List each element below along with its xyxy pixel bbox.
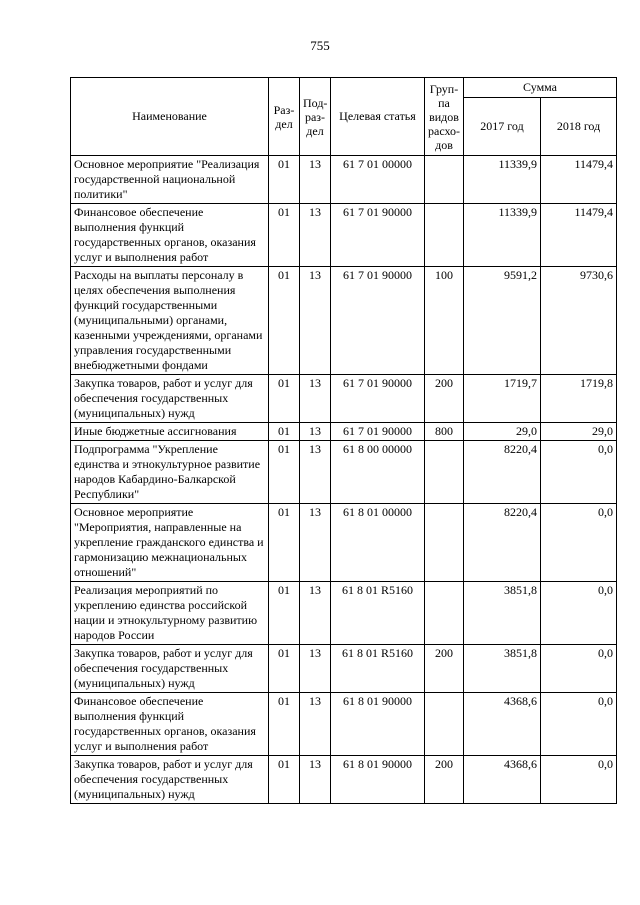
- row-amount-2017: 8220,4: [464, 504, 541, 582]
- table-row: [71, 204, 617, 267]
- row-expense-group: [425, 693, 464, 756]
- page-number: 755: [310, 38, 330, 53]
- row-name: Закупка товаров, работ и услуг для обеспечения государственных (муниципальных) нужд: [71, 645, 269, 693]
- table-row: [71, 756, 617, 804]
- row-name: Иные бюджетные ассигнования: [71, 423, 269, 441]
- row-subsection: 13: [300, 582, 331, 645]
- row-target-article: 61 7 01 90000: [331, 423, 425, 441]
- row-name: Финансовое обеспечение выполнения функций государственных органов, оказания услуг и выполнения работ: [71, 693, 269, 756]
- row-target-article: 61 7 01 00000: [331, 156, 425, 204]
- row-section: 01: [269, 375, 300, 423]
- row-section: 01: [269, 267, 300, 375]
- row-target-article: 61 8 01 R5160: [331, 645, 425, 693]
- row-amount-2017: 3851,8: [464, 582, 541, 645]
- row-amount-2018: 0,0: [541, 504, 617, 582]
- header-name: Наименование: [71, 78, 269, 156]
- row-section: 01: [269, 645, 300, 693]
- row-amount-2017: 4368,6: [464, 693, 541, 756]
- row-amount-2017: 1719,7: [464, 375, 541, 423]
- row-name: Финансовое обеспечение выполнения функций государственных органов, оказания услуг и выполнения работ: [71, 204, 269, 267]
- table-row: [71, 156, 617, 204]
- row-expense-group: [425, 441, 464, 504]
- row-section: 01: [269, 204, 300, 267]
- row-expense-group: [425, 204, 464, 267]
- row-section: 01: [269, 504, 300, 582]
- row-amount-2017: 8220,4: [464, 441, 541, 504]
- row-subsection: 13: [300, 423, 331, 441]
- row-amount-2018: 11479,4: [541, 204, 617, 267]
- row-amount-2018: 9730,6: [541, 267, 617, 375]
- row-target-article: 61 8 01 R5160: [331, 582, 425, 645]
- budget-table: [70, 77, 617, 804]
- row-target-article: 61 7 01 90000: [331, 267, 425, 375]
- row-target-article: 61 8 01 90000: [331, 693, 425, 756]
- row-expense-group: 200: [425, 756, 464, 804]
- row-amount-2018: 11479,4: [541, 156, 617, 204]
- row-amount-2018: 1719,8: [541, 375, 617, 423]
- header-section: Раз-дел: [269, 78, 300, 156]
- table-row: [71, 423, 617, 441]
- row-subsection: 13: [300, 645, 331, 693]
- row-expense-group: 200: [425, 375, 464, 423]
- row-expense-group: [425, 156, 464, 204]
- table-row: [71, 375, 617, 423]
- row-target-article: 61 7 01 90000: [331, 204, 425, 267]
- row-amount-2017: 11339,9: [464, 204, 541, 267]
- table-row: [71, 693, 617, 756]
- header-subsection: Под-раз-дел: [300, 78, 331, 156]
- row-amount-2017: 29,0: [464, 423, 541, 441]
- row-target-article: 61 8 01 90000: [331, 756, 425, 804]
- row-name: Расходы на выплаты персоналу в целях обеспечения выполнения функций государственными (муниципальными) органами, казенными учреждениями, органами управления государственными внебюджетными фондами: [71, 267, 269, 375]
- row-amount-2018: 29,0: [541, 423, 617, 441]
- row-section: 01: [269, 756, 300, 804]
- row-section: 01: [269, 693, 300, 756]
- header-target-article: Целевая статья: [331, 78, 425, 156]
- row-target-article: 61 8 00 00000: [331, 441, 425, 504]
- row-subsection: 13: [300, 267, 331, 375]
- row-target-article: 61 7 01 90000: [331, 375, 425, 423]
- row-subsection: 13: [300, 441, 331, 504]
- row-amount-2017: 3851,8: [464, 645, 541, 693]
- row-name: Подпрограмма "Укрепление единства и этнокультурное развитие народов Кабардино-Балкарской Республики": [71, 441, 269, 504]
- row-amount-2017: 9591,2: [464, 267, 541, 375]
- row-name: Закупка товаров, работ и услуг для обеспечения государственных (муниципальных) нужд: [71, 375, 269, 423]
- row-section: 01: [269, 582, 300, 645]
- row-section: 01: [269, 156, 300, 204]
- row-name: Реализация мероприятий по укреплению единства российской нации и этнокультурному развитию народов России: [71, 582, 269, 645]
- table-row: [71, 504, 617, 582]
- row-subsection: 13: [300, 375, 331, 423]
- table-row: [71, 582, 617, 645]
- row-amount-2018: 0,0: [541, 441, 617, 504]
- row-subsection: 13: [300, 756, 331, 804]
- table-row: [71, 441, 617, 504]
- header-sum: Сумма: [464, 78, 617, 98]
- row-amount-2018: 0,0: [541, 645, 617, 693]
- row-expense-group: 100: [425, 267, 464, 375]
- row-subsection: 13: [300, 504, 331, 582]
- header-year-2018: 2018 год: [541, 98, 617, 156]
- row-amount-2018: 0,0: [541, 756, 617, 804]
- row-subsection: 13: [300, 156, 331, 204]
- header-year-2017: 2017 год: [464, 98, 541, 156]
- row-expense-group: 200: [425, 645, 464, 693]
- row-amount-2017: 11339,9: [464, 156, 541, 204]
- table-row: [71, 645, 617, 693]
- row-amount-2018: 0,0: [541, 582, 617, 645]
- row-name: Основное мероприятие "Мероприятия, направленные на укрепление гражданского единства и гармонизацию межнациональных отношений": [71, 504, 269, 582]
- row-expense-group: [425, 582, 464, 645]
- row-expense-group: 800: [425, 423, 464, 441]
- header-expense-group: Груп-па видов расхо-дов: [425, 78, 464, 156]
- row-name: Закупка товаров, работ и услуг для обеспечения государственных (муниципальных) нужд: [71, 756, 269, 804]
- row-subsection: 13: [300, 693, 331, 756]
- row-expense-group: [425, 504, 464, 582]
- row-section: 01: [269, 441, 300, 504]
- row-subsection: 13: [300, 204, 331, 267]
- row-amount-2017: 4368,6: [464, 756, 541, 804]
- row-amount-2018: 0,0: [541, 693, 617, 756]
- table-row: [71, 267, 617, 375]
- row-section: 01: [269, 423, 300, 441]
- row-target-article: 61 8 01 00000: [331, 504, 425, 582]
- row-name: Основное мероприятие "Реализация государственной национальной политики": [71, 156, 269, 204]
